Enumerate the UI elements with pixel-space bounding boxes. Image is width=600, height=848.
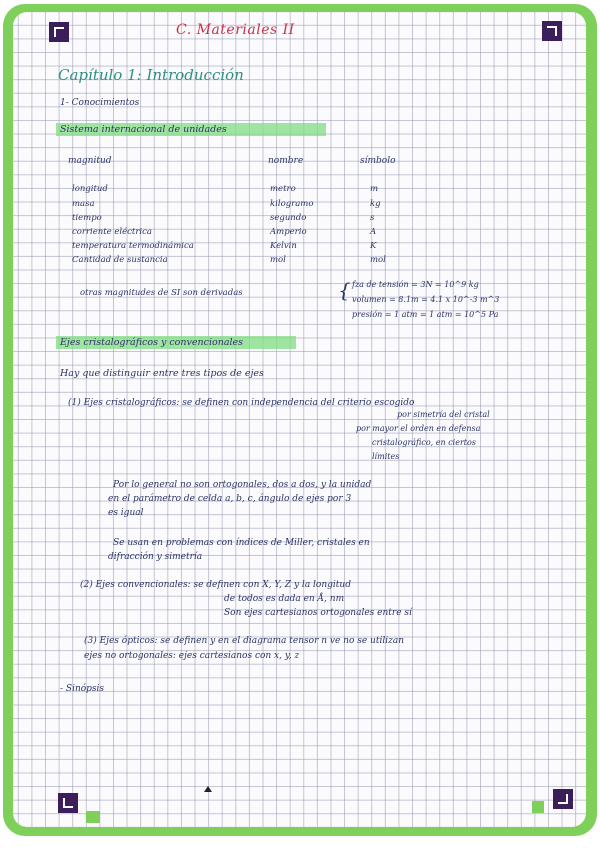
table-row-4-simbolo: K	[370, 241, 377, 251]
table-row-1-magnitud: masa	[72, 199, 95, 209]
item-1-note-d: cristalográfico, en ciertos	[372, 438, 476, 447]
table-row-3-nombre: Amperio	[270, 227, 307, 237]
table-row-4-magnitud: temperatura termodinámica	[72, 241, 194, 251]
table-header-simbolo: símbolo	[360, 156, 396, 166]
paragraph-2-line-1: Se usan en problemas con índices de Miller, cristales en	[113, 538, 370, 548]
corner-mark-top-left-icon	[49, 22, 69, 42]
triangle-marker-icon	[204, 786, 212, 792]
item-3-text: (3) Ejes ópticos: se definen y en el diagrama tensor n ve no se utilizan	[84, 636, 404, 646]
chapter-heading: Capítulo 1: Introducción	[58, 66, 244, 84]
table-row-2-nombre: segundo	[270, 213, 307, 223]
table-row-3-simbolo: A	[370, 227, 377, 237]
footer-section-label: - Sinópsis	[60, 684, 105, 694]
table-row-5-simbolo: mol	[370, 255, 386, 265]
item-2-text: (2) Ejes convencionales: se definen con X, Y, Z y la longitud	[80, 580, 351, 590]
table-header-magnitud: magnitud	[68, 156, 112, 166]
derived-item-3: presión = 1 atm = 1 atm = 10^5 Pa	[352, 310, 499, 319]
section-heading-conocimientos: 1- Conocimientos	[60, 98, 140, 108]
paragraph-1-line-1: Por lo general no son ortogonales, dos a dos, y la unidad	[113, 480, 372, 490]
table-row-3-magnitud: corriente eléctrica	[72, 227, 152, 237]
item-1-note-e: límites	[372, 452, 400, 461]
item-1-note-c: por mayor el orden en defensa	[356, 424, 481, 433]
green-tab-right	[532, 801, 544, 813]
corner-mark-top-right-icon	[542, 21, 562, 41]
corner-mark-bottom-left-icon	[58, 793, 78, 813]
green-tab-left	[86, 811, 100, 823]
table-row-2-simbolo: s	[370, 213, 375, 223]
derived-item-2: volumen = 8.1m = 4.1 x 10^-3 m^3	[352, 295, 500, 304]
page-title: C. Materiales II	[176, 22, 295, 38]
table-row-2-magnitud: tiempo	[72, 213, 102, 223]
derived-item-1: fza de tensión = 3N = 10^9 kg	[352, 280, 479, 289]
intro-line: Hay que distinguir entre tres tipos de ejes	[60, 368, 264, 379]
item-3-line-2: ejes no ortogonales: ejes cartesianos con x, y, z	[84, 651, 300, 661]
table-row-1-simbolo: kg	[370, 199, 381, 209]
paragraph-1-line-2: en el parámetro de celda a, b, c, ángulo de ejes por 3	[108, 494, 352, 504]
item-1-text: (1) Ejes cristalográficos: se definen con independencia del criterio escogido	[68, 398, 415, 408]
brace-icon: {	[338, 278, 351, 302]
table-header-nombre: nombre	[268, 156, 304, 166]
table-row-1-nombre: kilogramo	[270, 199, 314, 209]
item-1-note-b: por simetría del cristal	[397, 410, 490, 419]
table-row-0-simbolo: m	[370, 184, 379, 194]
table-row-5-nombre: mol	[270, 255, 286, 265]
derived-units-label: otras magnitudes de SI son derivadas	[80, 288, 243, 298]
table-row-0-nombre: metro	[270, 184, 296, 194]
paragraph-1-line-3: es igual	[108, 508, 144, 518]
table-row-0-magnitud: longitud	[72, 184, 108, 194]
item-2-line-3: Son ejes cartesianos ortogonales entre sí	[224, 608, 412, 618]
section-heading-si: Sistema internacional de unidades	[56, 123, 326, 136]
corner-mark-bottom-right-icon	[553, 789, 573, 809]
paragraph-2-line-2: difracción y simetría	[108, 552, 203, 562]
item-2-line-2: de todos es dada en Å, nm	[224, 594, 345, 604]
table-row-4-nombre: Kelvin	[270, 241, 297, 251]
section-heading-ejes: Ejes cristalográficos y convencionales	[56, 336, 296, 349]
table-row-5-magnitud: Cantidad de sustancia	[72, 255, 168, 265]
